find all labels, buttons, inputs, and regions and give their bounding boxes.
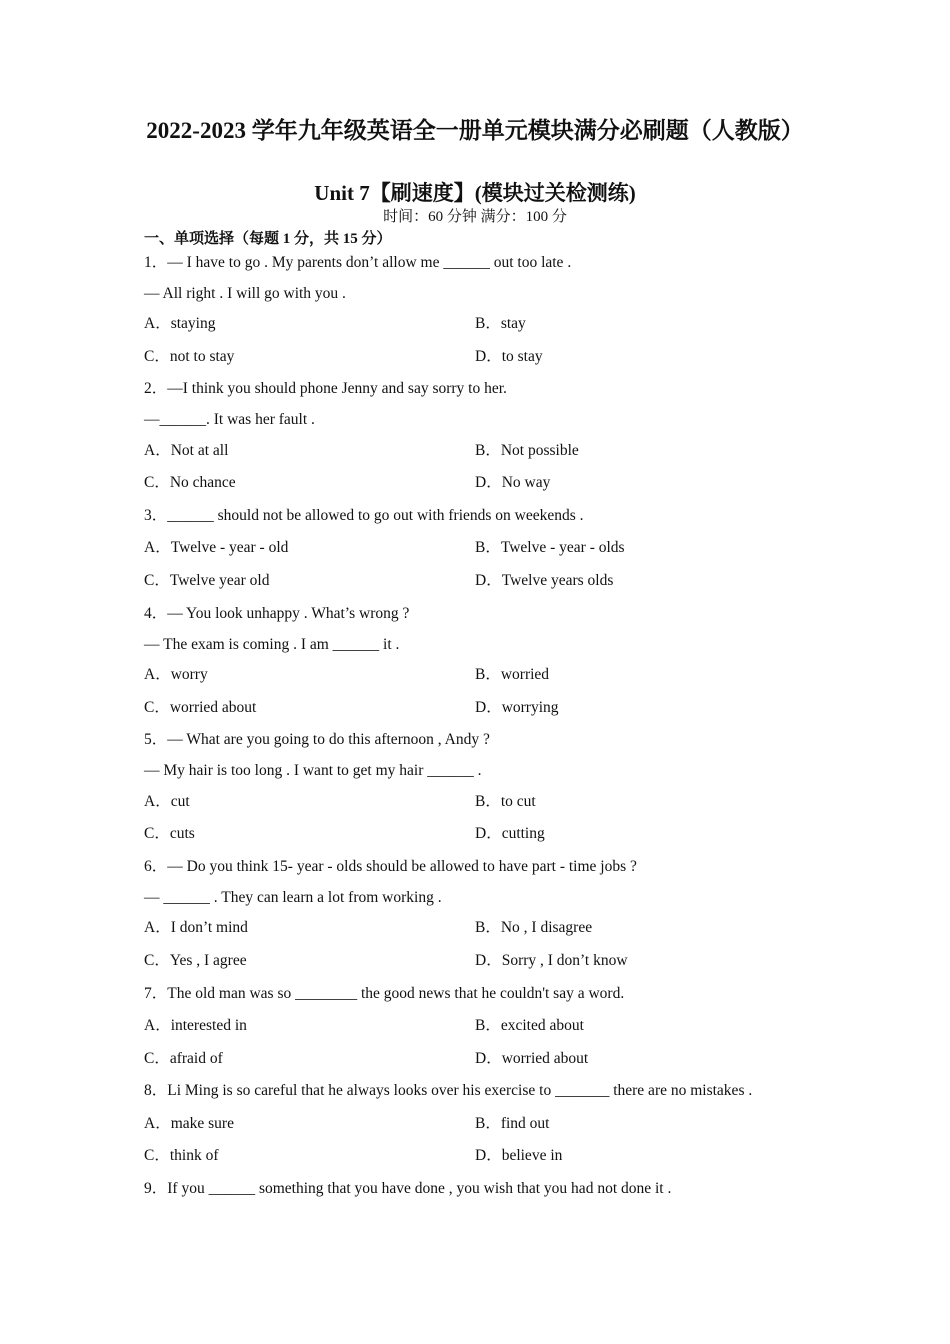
question-6-option-c: C．Yes , I agree (144, 952, 247, 969)
question-3-option-d: D．Twelve years olds (475, 572, 614, 589)
question-3-option-a: A．Twelve - year - old (144, 539, 289, 556)
question-1-response: — All right . I will go with you . (144, 285, 346, 302)
question-4-option-b: B．worried (475, 666, 550, 683)
question-2-option-c: C．No chance (144, 474, 236, 491)
question-7-stem: 7．The old man was so ________ the good news that he couldn't say a word. (144, 985, 625, 1002)
document-title: 2022-2023 学年九年级英语全一册单元模块满分必刷题（人教版） (146, 118, 804, 143)
question-4-stem: 4．— You look unhappy . What’s wrong ? (144, 605, 410, 622)
question-8-option-a: A．make sure (144, 1115, 234, 1132)
question-3-stem: 3．______ should not be allowed to go out with friends on weekends . (144, 507, 584, 524)
question-8-stem: 8．Li Ming is so careful that he always looks over his exercise to _______ there are no mistakes . (144, 1082, 753, 1099)
question-2-option-a: A．Not at all (144, 442, 229, 459)
question-4-response: — The exam is coming . I am ______ it . (144, 636, 400, 653)
question-1-option-a: A．staying (144, 315, 216, 332)
question-4-option-a: A．worry (144, 666, 208, 683)
question-6-option-b: B．No , I disagree (475, 919, 593, 936)
question-2-option-d: D．No way (475, 474, 551, 491)
question-4-option-c: C．worried about (144, 699, 257, 716)
question-6-response: — ______ . They can learn a lot from working . (144, 889, 442, 906)
question-5-response: — My hair is too long . I want to get my hair ______ . (144, 762, 482, 779)
question-4-option-d: D．worrying (475, 699, 559, 716)
question-5-option-d: D．cutting (475, 825, 545, 842)
question-1-option-b: B．stay (475, 315, 526, 332)
question-6-stem: 6．— Do you think 15- year - olds should be allowed to have part - time jobs ? (144, 858, 637, 875)
question-1-stem: 1．— I have to go . My parents don’t allow me ______ out too late . (144, 254, 572, 271)
question-8-option-c: C．think of (144, 1147, 219, 1164)
question-8-option-b: B．find out (475, 1115, 550, 1132)
question-5-option-c: C．cuts (144, 825, 195, 842)
question-2-response: —______. It was her fault . (144, 411, 315, 428)
question-7-option-d: D．worried about (475, 1050, 589, 1067)
section-heading: 一、单项选择（每题 1 分，共 15 分） (144, 231, 392, 247)
question-7-option-c: C．afraid of (144, 1050, 223, 1067)
question-3-option-b: B．Twelve - year - olds (475, 539, 625, 556)
question-5-option-a: A．cut (144, 793, 190, 810)
question-1-option-c: C．not to stay (144, 348, 235, 365)
question-1-option-d: D．to stay (475, 348, 543, 365)
question-3-option-c: C．Twelve year old (144, 572, 270, 589)
question-6-option-a: A．I don’t mind (144, 919, 248, 936)
question-8-option-d: D．believe in (475, 1147, 563, 1164)
document-subtitle: Unit 7【刷速度】(模块过关检测练) (314, 181, 636, 205)
question-7-option-a: A．interested in (144, 1017, 247, 1034)
question-6-option-d: D．Sorry , I don’t know (475, 952, 628, 969)
time-score-info: 时间：60 分钟 满分：100 分 (383, 209, 567, 225)
question-5-option-b: B．to cut (475, 793, 536, 810)
question-9-stem: 9．If you ______ something that you have done , you wish that you had not done it . (144, 1180, 672, 1197)
question-7-option-b: B．excited about (475, 1017, 584, 1034)
question-2-stem: 2．—I think you should phone Jenny and say sorry to her. (144, 380, 507, 397)
question-2-option-b: B．Not possible (475, 442, 579, 459)
question-5-stem: 5．— What are you going to do this afternoon , Andy ? (144, 731, 490, 748)
